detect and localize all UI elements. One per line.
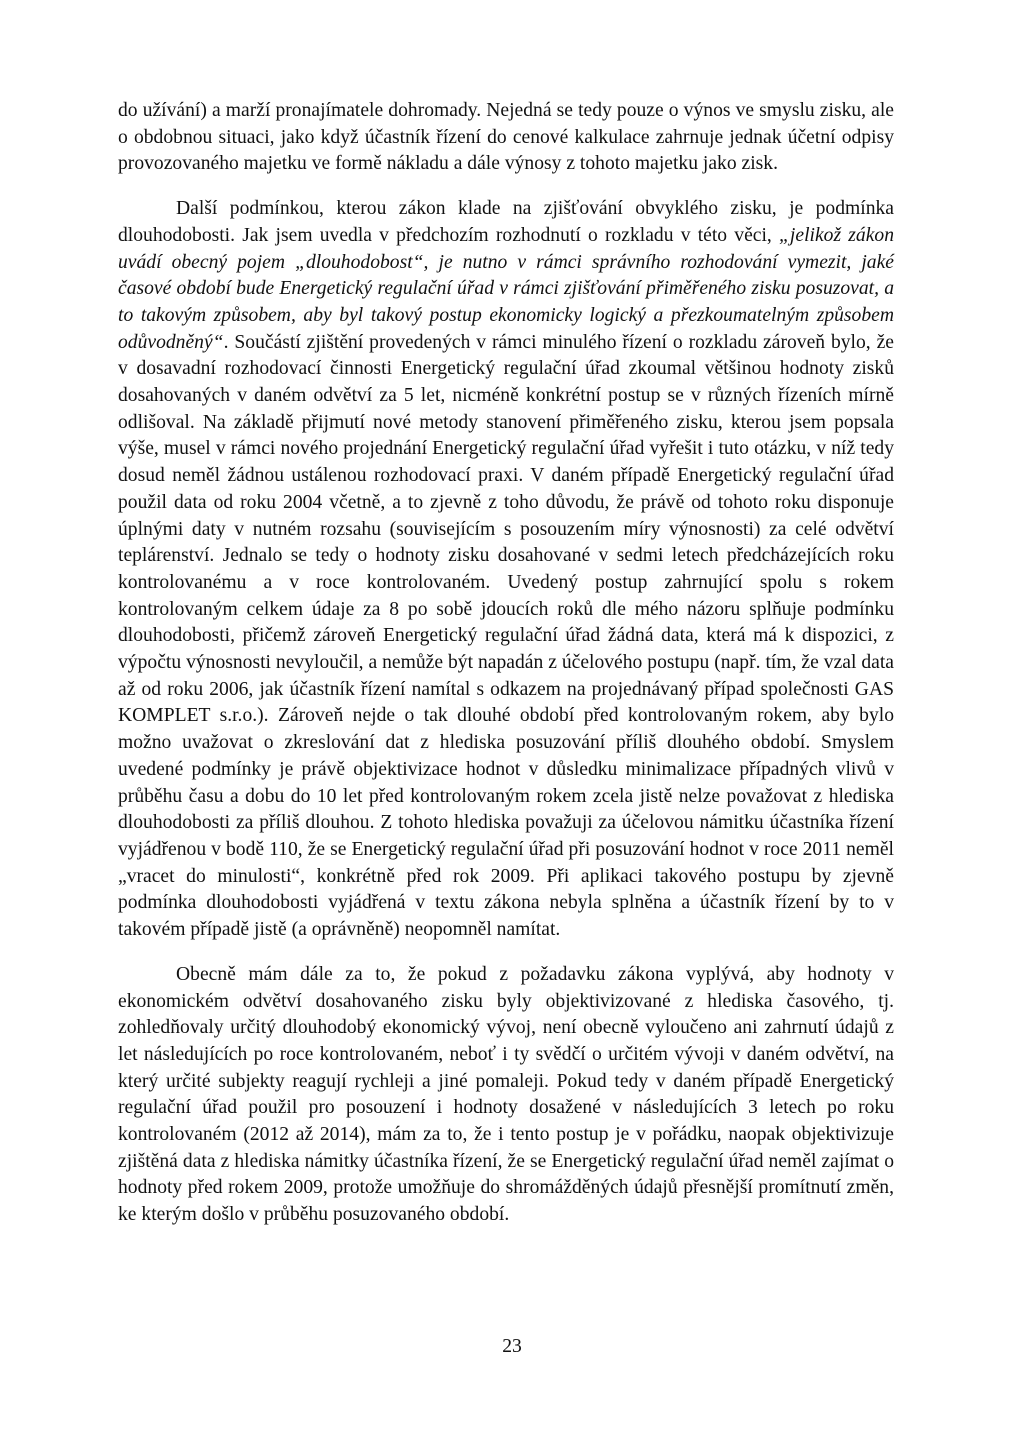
document-page: [118, 98, 894, 1229]
paragraph-text: Další podmínkou, kterou zákon klade na zjišťování obvyklého zisku, je podmínka dlouhodobosti. Jak jsem uvedla v předchozím rozhodnutí o rozkladu v této věci,: [118, 198, 894, 246]
paragraph-continuation: do užívání) a marží pronajímatele dohromady. Nejedná se tedy pouze o výnos ve smyslu zisku, ale o obdobnou situaci, jako když účastník řízení do cenové kalkulace zahrnuje jednak účetní odpisy provozovaného majetku ve formě nákladu a dále výnosy z tohoto majetku jako zisk.: [118, 100, 894, 175]
paragraph-longevity-condition: [118, 196, 894, 944]
paragraph-general-opinion: Obecně mám dále za to, že pokud z požadavku zákona vyplývá, aby hodnoty v ekonomickém odvětví dosahovaného zisku byly objektivizované z hlediska časového, tj. zohledňovaly určitý dlouhodobý ekonomický vývoj, není obecně vyloučeno ani zahrnutí údajů z let následujících po roce kontrolovaném, neboť i ty svědčí o určitém vývoji v daném odvětví, na který určité subjekty reagují rychleji a jiné pomaleji. Pokud tedy v daném případě Energetický regulační úřad použil pro posouzení i hodnoty dosažené v následujících 3 letech po roku kontrolovaném (2012 až 2014), mám za to, že i tento postup je v pořádku, naopak objektivizuje zjištěná data z hlediska námitky účastníka řízení, že se Energetický regulační úřad neměl zajímat o hodnoty před rokem 2009, protože umožňuje do shromážděných údajů přesnější promítnutí změn, ke kterým došlo v průběhu posuzovaného období.: [118, 963, 894, 1226]
paragraph-text: . Součástí zjištění provedených v rámci minulého řízení o rozkladu zároveň bylo, že v dosavadní rozhodovací činnosti Energetický regulační úřad zkoumal většinou hodnoty zisků dosahovaných v daném odvětví za 5 let, nicméně konkrétní postup se v různých řízeních mírně odlišoval. Na základě přijmutí nové metody stanovení přiměřeného zisku, kterou jsem popsala výše, musel v rámci nového projednání Energetický regulační úřad vyřešit i tuto otázku, v níž tedy dosud neměl žádnou ustálenou rozhodovací praxi. V daném případě Energetický regulační úřad použil data od roku 2004 včetně, a to zjevně z toho důvodu, že právě od tohoto roku disponuje úplnými daty v nutném rozsahu (souvisejícím s posouzením míry výnosnosti) za celé odvětví teplárenství. Jednalo se tedy o hodnoty zisku dosahované v sedmi letech předcházejících roku kontrolovanému a v roce kontrolovaném. Uvedený postup zahrnující spolu s rokem kontrolovaným celkem údaje za 8 po sobě jdoucích roků dle mého názoru splňuje podmínku dlouhodobosti, přičemž zároveň Energetický regulační úřad žádná data, která má k dispozici, z výpočtu výnosnosti nevyloučil, a nemůže být napadán z účelového postupu (např. tím, že vzal data až od roku 2006, jak účastník řízení namítal s odkazem na projednávaný případ společnosti GAS KOMPLET s.r.o.). Zároveň nejde o tak dlouhé období před kontrolovaným rokem, aby bylo možno uvažovat o zkreslování dat z hlediska posuzování příliš dlouhého období. Smyslem uvedené podmínky je právě objektivizace hodnot v důsledku minimalizace případných vlivů v průběhu času a dobu do 10 let před kontrolovaným rokem zcela jistě nelze považovat z hlediska dlouhodobosti za příliš dlouhou. Z tohoto hlediska považuji za účelovou námitku účastníka řízení vyjádřenou v bodě 110, že se Energetický regulační úřad při posuzování hodnot v roce 2011 neměl „vracet do minulosti“, konkrétně před rok 2009. Při aplikaci takového postupu by zjevně podmínka dlouhodobosti vyjádřená v textu zákona nebyla splněna a účastník řízení by to v takovém případě jistě (a oprávněně) neopomněl namítat.: [118, 331, 894, 941]
page-number: 23: [502, 1336, 522, 1357]
quoted-decision: „jelikož zákon uvádí obecný pojem „dlouhodobost“, je nutno v rámci správního rozhodování vymezit, jaké časové období bude Energetický regulační úřad v rámci zjišťování přiměřeného zisku posuzovat, a to takovým způsobem, aby byl takový postup ekonomicky logický a přezkoumatelným způsobem odůvodněný“: [118, 224, 894, 353]
